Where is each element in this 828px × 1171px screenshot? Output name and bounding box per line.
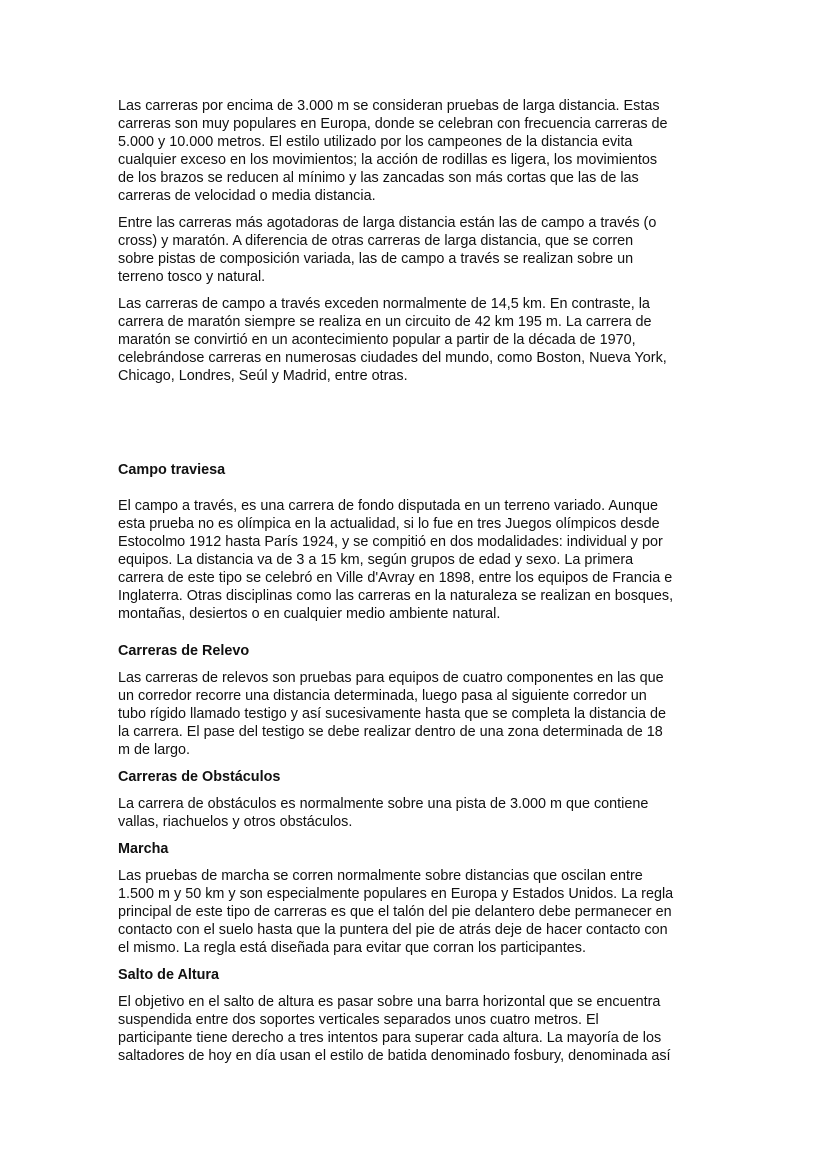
- heading-carreras-de-obstaculos: Carreras de Obstáculos: [118, 769, 281, 785]
- paragraph-carreras-de-relevo: Las carreras de relevos son pruebas para equipos de cuatro componentes en las que un corredor recorre una distancia determinada, luego pasa al siguiente corredor un tubo rígido llamado testigo y así sucesivamente hasta que se completa la distancia de la carrera. El pase del testigo se debe realizar dentro de una zona determinada de 18 m de largo.: [118, 670, 666, 758]
- heading-marcha: Marcha: [118, 841, 169, 857]
- paragraph-carreras-de-obstaculos: La carrera de obstáculos es normalmente sobre una pista de 3.000 m que contiene vallas, riachuelos y otros obstáculos.: [118, 796, 649, 830]
- heading-campo-traviesa: Campo traviesa: [118, 462, 226, 478]
- intro-paragraph-1: Las carreras por encima de 3.000 m se consideran pruebas de larga distancia. Estas carreras son muy populares en Europa, donde se celebran con frecuencia carreras de 5.000 y 10.000 metros. El estilo utilizado por los campeones de la distancia evita cualquier exceso en los movimientos; la acción de rodillas es ligera, los movimientos de los brazos se reducen al mínimo y las zancadas son más cortas que las de las carreras de velocidad o media distancia.: [118, 98, 668, 204]
- paragraph-campo-traviesa: El campo a través, es una carrera de fondo disputada en un terreno variado. Aunque esta prueba no es olímpica en la actualidad, si lo fue en tres Juegos olímpicos desde Estocolmo 1912 hasta París 1924, y se compitió en dos modalidades: individual y por equipos. La distancia va de 3 a 15 km, según grupos de edad y sexo. La primera carrera de este tipo se celebró en Ville d'Avray en 1898, entre los equipos de Francia e Inglaterra. Otras disciplinas como las carreras en la naturaleza se realizan en bosques, montañas, desiertos o en cualquier medio ambiente natural.: [118, 498, 674, 622]
- paragraph-salto-de-altura: El objetivo en el salto de altura es pasar sobre una barra horizontal que se encuentra suspendida entre dos soportes verticales separados unos cuatro metros. El participante tiene derecho a tres intentos para superar cada altura. La mayoría de los saltadores de hoy en día usan el estilo de batida denominado fosbury, denominada así: [118, 994, 671, 1064]
- intro-paragraph-3: Las carreras de campo a través exceden normalmente de 14,5 km. En contraste, la carrera de maratón siempre se realiza en un circuito de 42 km 195 m. La carrera de maratón se convirtió en un acontecimiento popular a partir de la década de 1970, celebrándose carreras en numerosas ciudades del mundo, como Boston, Nueva York, Chicago, Londres, Seúl y Madrid, entre otras.: [118, 296, 667, 384]
- document-page: [118, 97, 714, 1065]
- heading-carreras-de-relevo: Carreras de Relevo: [118, 643, 250, 659]
- paragraph-marcha: Las pruebas de marcha se corren normalmente sobre distancias que oscilan entre 1.500 m y 50 km y son especialmente populares en Europa y Estados Unidos. La regla principal de este tipo de carreras es que el talón del pie delantero debe permanecer en contacto con el suelo hasta que la puntera del pie de atrás deje de hacer contacto con el mismo. La regla está diseñada para evitar que corran los participantes.: [118, 868, 674, 956]
- intro-paragraph-2: Entre las carreras más agotadoras de larga distancia están las de campo a través (o cross) y maratón. A diferencia de otras carreras de larga distancia, que se corren sobre pistas de composición variada, las de campo a través se realizan sobre un terreno tosco y natural.: [118, 215, 657, 285]
- heading-salto-de-altura: Salto de Altura: [118, 967, 220, 983]
